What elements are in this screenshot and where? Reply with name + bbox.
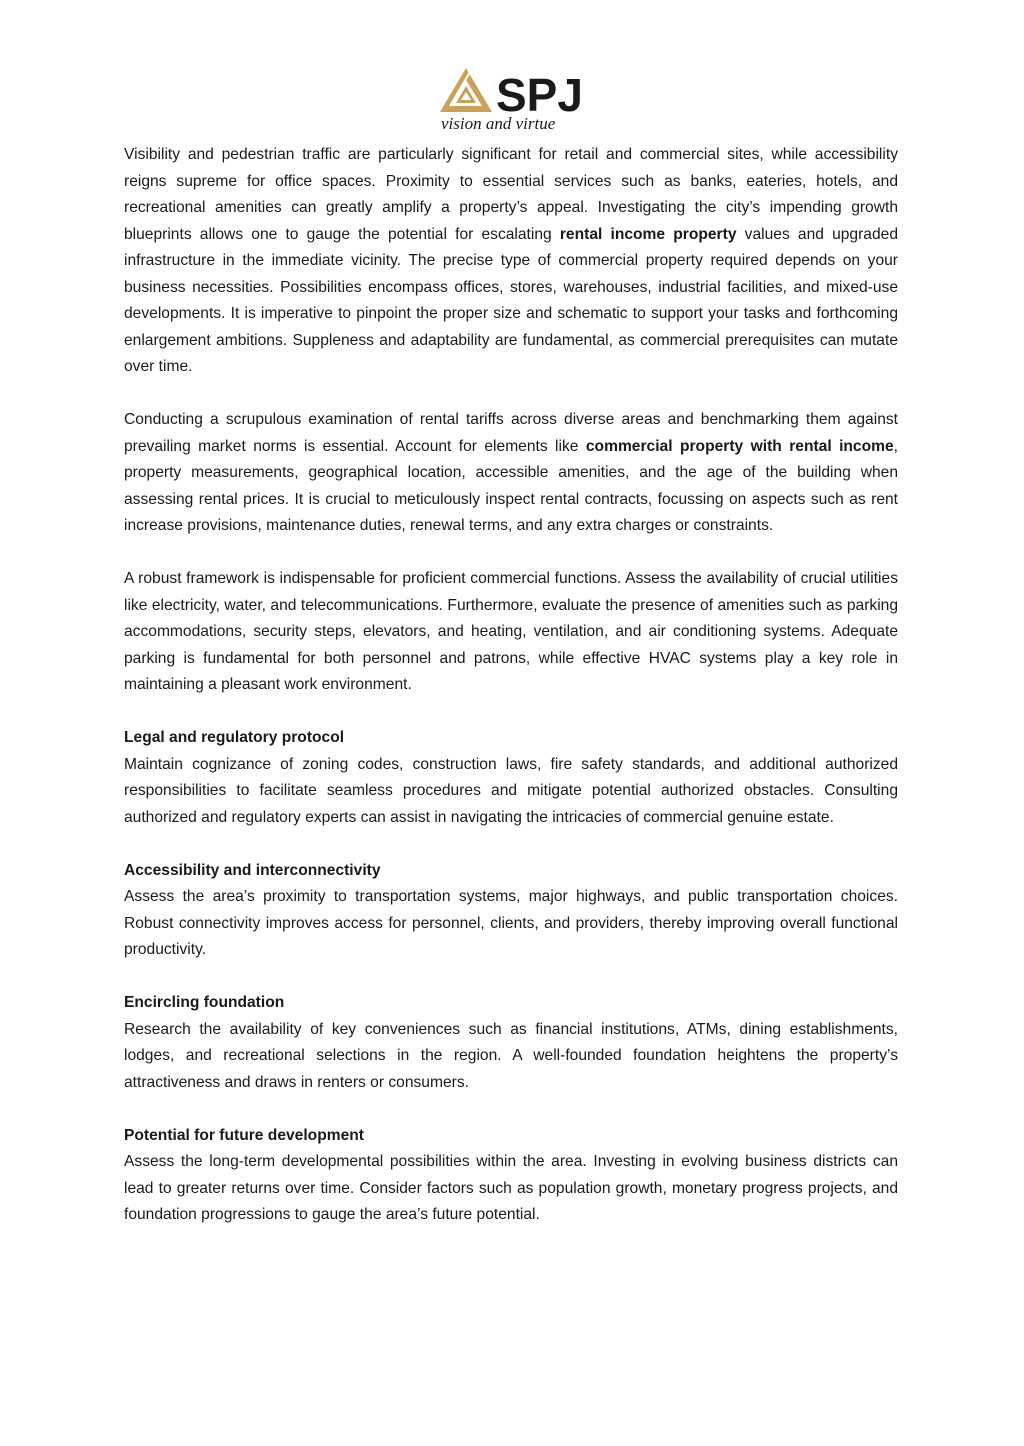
- paragraph-text: Assess the area’s proximity to transportation systems, major highways, and public transportation choices. Robust connectivity improves access for personnel, clients, and providers, thereby improving overall functional productivity.: [124, 888, 898, 958]
- paragraph: [124, 858, 898, 964]
- document-body: [124, 142, 898, 1229]
- brand-logo: [440, 66, 585, 132]
- paragraph-text: Research the availability of key conveniences such as financial institutions, ATMs, dining establishments, lodges, and recreational selections in the region. A well-founded foundation heightens the property’s attractiveness and draws in renters or consumers.: [124, 1020, 898, 1091]
- paragraph-text: Visibility and pedestrian traffic are particularly significant for retail and commercial sites, while accessibility reigns supreme for office spaces. Proximity to essential services such as banks, eateries, hotels, and recreational amenities can greatly amplify a property’s appeal. Investigating the city’s impending growth blueprints allows one to gauge the potential for escalating: [124, 146, 898, 243]
- brand-tagline: vision and virtue: [441, 114, 556, 132]
- brand-name: SPJ: [496, 69, 583, 121]
- paragraph: [124, 990, 898, 1096]
- paragraph-text: Maintain cognizance of zoning codes, construction laws, fire safety standards, and additional authorized responsibilities to facilitate seamless procedures and mitigate potential authorized obstacles. Consulting authorized and regulatory experts can assist in navigating the intricacies of commercial genuine estate.: [124, 755, 898, 826]
- paragraph: [124, 142, 898, 381]
- paragraph-text: A robust framework is indispensable for proficient commercial functions. Assess the availability of crucial utilities like electricity, water, and telecommunications. Furthermore, evaluate the presence of amenities such as parking accommodations, security steps, elevators, and heating, ventilation, and air conditioning systems. Adequate parking is fundamental for both personnel and patrons, while effective HVAC systems play a key role in maintaining a pleasant work environment.: [124, 570, 898, 693]
- paragraph-text: values and upgraded infrastructure in the immediate vicinity. The precise type of commercial property required depends on your business necessities. Possibilities encompass offices, stores, warehouses, industrial facilities, and mixed-use developments. It is imperative to pinpoint the proper size and schematic to support your tasks and forthcoming enlargement ambitions. Suppleness and adaptability are fundamental, as commercial prerequisites can mutate over time.: [124, 225, 898, 375]
- paragraph: [124, 407, 898, 540]
- paragraph: [124, 566, 898, 699]
- paragraph-text: Conducting a scrupulous examination of rental tariffs across diverse areas and benchmarking them against prevailing market norms is essential. Account for elements like: [124, 411, 898, 455]
- bold-keyword: commercial property with rental income: [585, 437, 894, 455]
- triangle-emblem-icon: [440, 68, 492, 112]
- section-heading: Accessibility and interconnectivity: [124, 861, 381, 879]
- paragraph: [124, 1123, 898, 1229]
- spj-logo-icon: [440, 66, 585, 132]
- section-heading: Legal and regulatory protocol: [124, 729, 345, 746]
- paragraph-text: Assess the long-term developmental possibilities within the area. Investing in evolving business districts can lead to greater returns over time. Consider factors such as population growth, monetary progress projects, and foundation progressions to gauge the area’s future potential.: [124, 1153, 898, 1223]
- section-heading: Potential for future development: [124, 1126, 364, 1144]
- section-heading: Encircling foundation: [124, 994, 285, 1011]
- bold-keyword: rental income property: [559, 225, 737, 243]
- paragraph: [124, 725, 898, 831]
- paragraph-text: , property measurements, geographical location, accessible amenities, and the age of the building when assessing rental prices. It is crucial to meticulously inspect rental contracts, focussing on aspects such as rent increase provisions, maintenance duties, renewal terms, and any extra charges or constraints.: [124, 437, 899, 534]
